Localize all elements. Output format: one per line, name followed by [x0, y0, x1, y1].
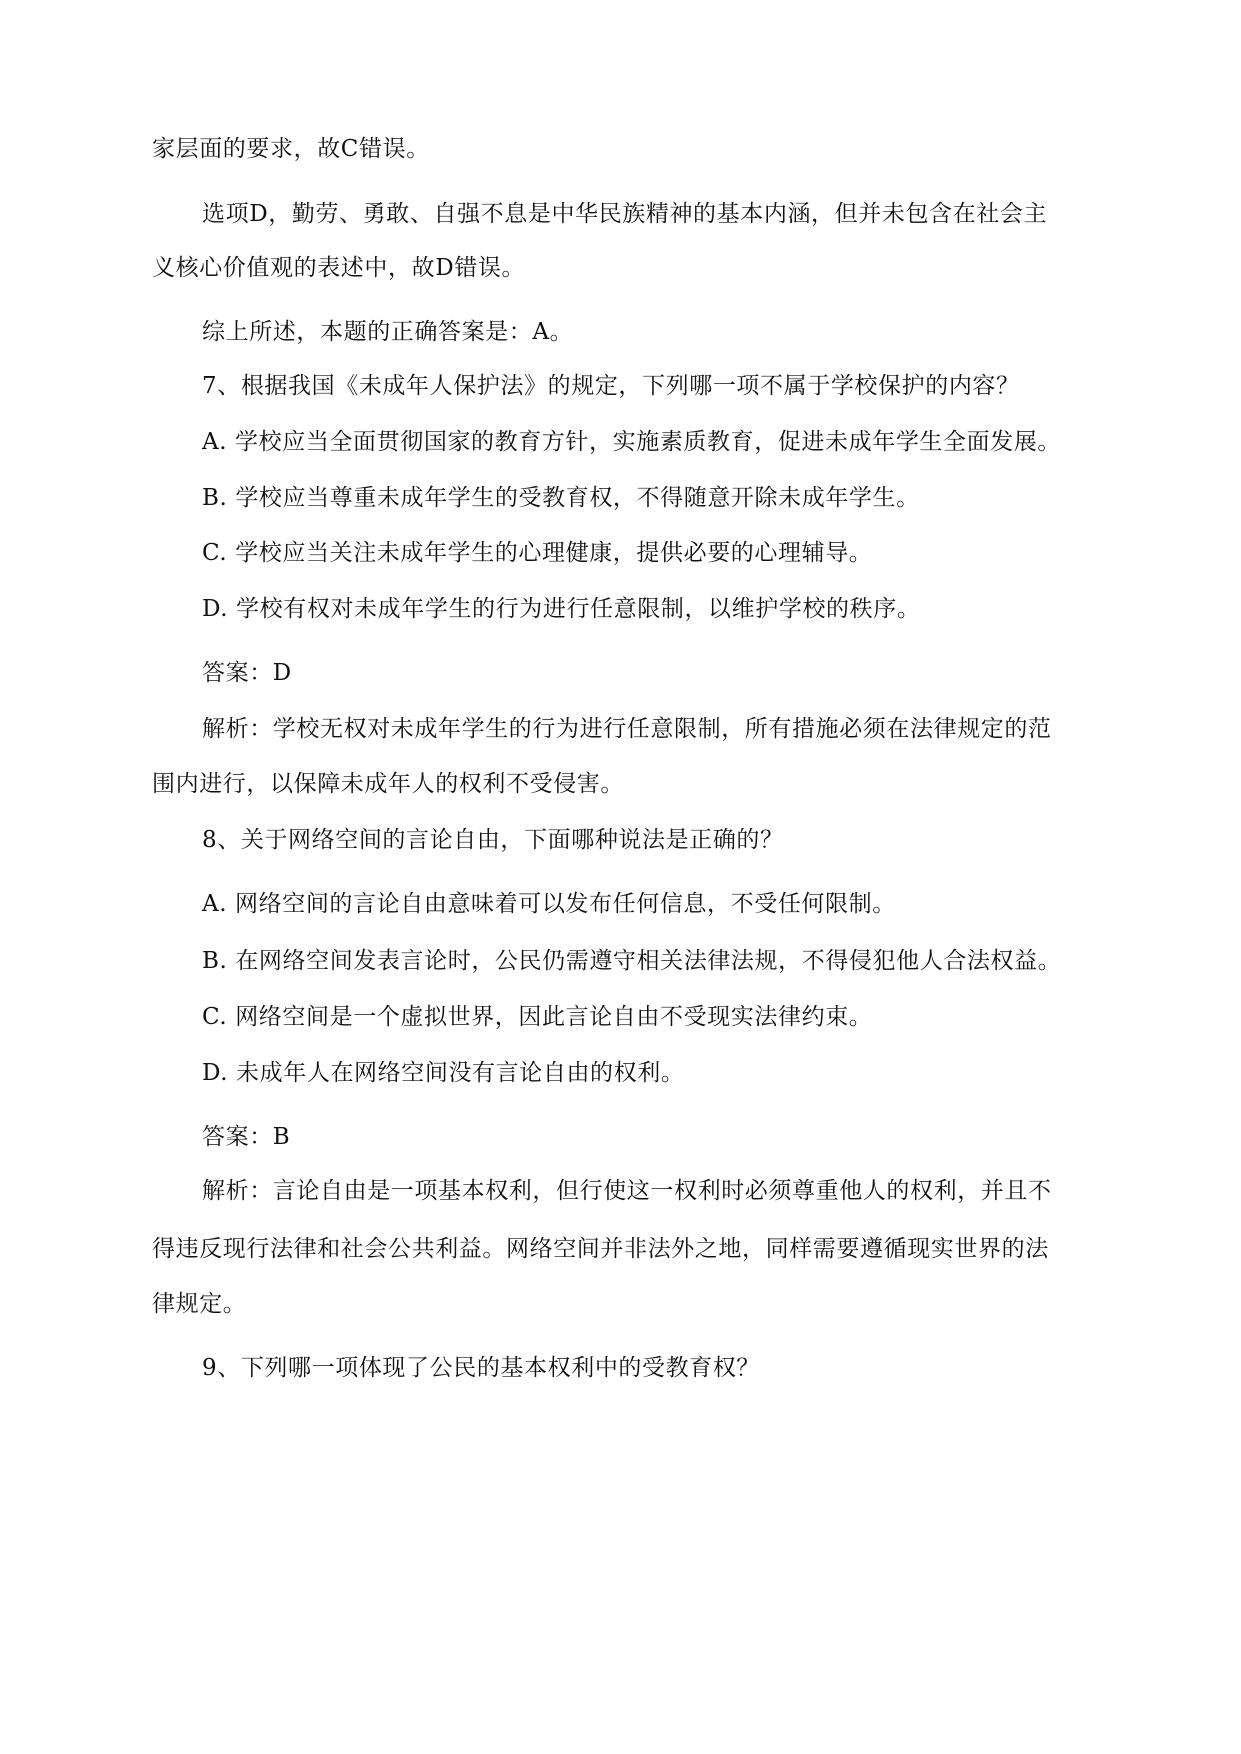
analysis-line: 解析：学校无权对未成年学生的行为进行任意限制，所有措施必须在法律规定的范 [202, 716, 1052, 742]
analysis-line: 围内进行，以保障未成年人的权利不受侵害。 [152, 771, 624, 797]
option-a: A. 网络空间的言论自由意味着可以发布任何信息，不受任何限制。 [202, 891, 896, 917]
question-title: 8、关于网络空间的言论自由，下面哪种说法是正确的？ [202, 827, 784, 853]
option-d: D. 学校有权对未成年学生的行为进行任意限制，以维护学校的秩序。 [202, 596, 921, 622]
option-c: C. 网络空间是一个虚拟世界，因此言论自由不受现实法律约束。 [202, 1004, 873, 1030]
answer-line: 答案：B [202, 1124, 291, 1150]
option-b: B. 学校应当尊重未成年学生的受教育权，不得随意开除未成年学生。 [202, 485, 920, 511]
analysis-line: 得违反现行法律和社会公共利益。网络空间并非法外之地，同样需要遵循现实世界的法 [152, 1236, 1049, 1262]
text-line: 选项D，勤劳、勇敢、自强不息是中华民族精神的基本内涵，但并未包含在社会主 [202, 201, 1048, 227]
analysis-line: 解析：言论自由是一项基本权利，但行使这一权利时必须尊重他人的权利，并且不 [202, 1178, 1052, 1204]
text-line: 综上所述，本题的正确答案是：A。 [202, 319, 574, 345]
analysis-line: 律规定。 [152, 1291, 247, 1317]
text-line: 义核心价值观的表述中，故D错误。 [152, 255, 526, 281]
option-c: C. 学校应当关注未成年学生的心理健康，提供必要的心理辅导。 [202, 540, 873, 566]
question-title: 9、下列哪一项体现了公民的基本权利中的受教育权？ [202, 1355, 761, 1381]
question-title: 7、根据我国《未成年人保护法》的规定，下列哪一项不属于学校保护的内容？ [202, 373, 1020, 399]
answer-line: 答案：D [202, 660, 292, 686]
text-line: 家层面的要求，故C错误。 [152, 136, 430, 162]
option-d: D. 未成年人在网络空间没有言论自由的权利。 [202, 1060, 685, 1086]
option-a: A. 学校应当全面贯彻国家的教育方针，实施素质教育，促进未成年学生全面发展。 [202, 429, 1062, 455]
option-b: B. 在网络空间发表言论时，公民仍需遵守相关法律法规，不得侵犯他人合法权益。 [202, 948, 1062, 974]
